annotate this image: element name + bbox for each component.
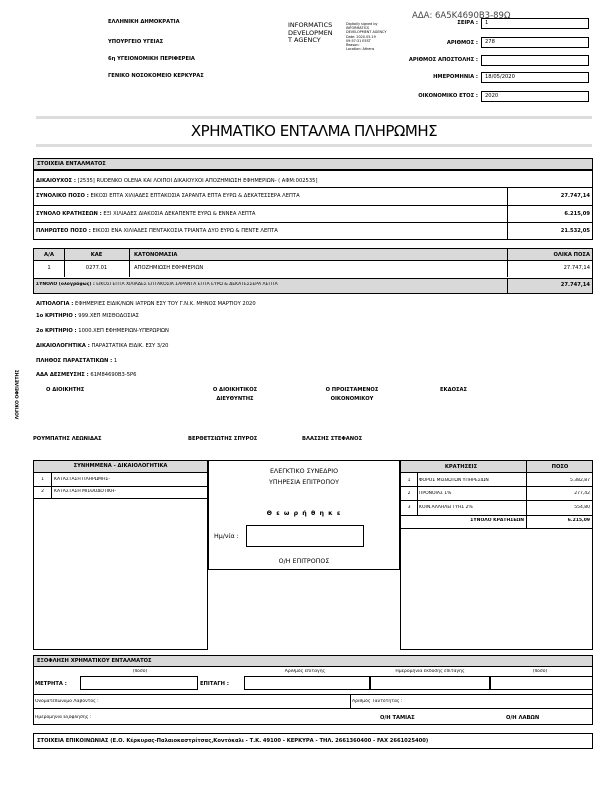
header-line-1: ΕΛΛΗΝΙΚΗ ΔΗΜΟΚΡΑΤΙΑ (108, 19, 180, 25)
total-amount-row (36, 193, 506, 199)
table-row-kae: 0277.01 (85, 265, 108, 271)
dikaiologitika-label: ΔΙΚΑΙΟΛΟΓΗΤΙΚΑ : (36, 343, 90, 349)
attachment-2-text: ΚΑΤΑΣΤΑΣΗ ΜΙΣΘΟΔΟΤΙΚΗ- (54, 489, 116, 494)
deduction-3-name: ΚΟΙΝ.ΑΛΛΗΛΕΓΓΥΗΣ 2% (419, 505, 473, 510)
audit-date-field[interactable] (246, 525, 364, 547)
payoff-check-label: ΕΠΙΤΑΓΗ : (200, 681, 229, 687)
header-line-2: ΥΠΟΥΡΓΕΙΟ ΥΓΕΙΑΣ (108, 39, 164, 45)
divider (400, 528, 593, 529)
fiscal-year-value: 2020 (481, 91, 589, 102)
deductions-total-text: ΕΞΙ ΧΙΛΙΑΔΕΣ ΔΙΑΚΟΣΙΑ ΔΕΚΑΠΕΝΤΕ ΕΥΡΩ & ΕΝΝΕΑ ΛΕΠΤΑ (103, 211, 256, 217)
deduction-2-amount: 277,42 (574, 491, 590, 496)
apostoli-value (481, 55, 589, 66)
plithos-value: 1 (113, 358, 118, 364)
payoff-date-label: Ημερομηνία Εξόφλησης : (35, 715, 92, 720)
dikaiouxos-row (36, 178, 536, 184)
audit-line-2: ΥΠΗΡΕΣΙΑ ΕΠΙΤΡΟΠΟΥ (269, 479, 339, 486)
dikaiouxos-value: [2535] RUDENKO OLENA ΚΑΙ ΛΟΙΠΟΙ ΔΙΚΑΙΟΥΧΟΙ ΑΠΟΖΗΜΙΩΣΗ ΕΦΗΜΕΡΙΩΝ- ( ΑΦΜ:002535] (77, 178, 318, 184)
logo-line-1: INFORMATICS (288, 21, 333, 29)
items-total-row (36, 282, 506, 287)
deductions-total-value: 6.215,09 (564, 211, 590, 217)
agency-logo (288, 22, 333, 45)
divider (51, 473, 52, 498)
plithos-row (36, 358, 576, 364)
col-aa-header: Α/Α (44, 252, 54, 258)
arithmos-value: 278 (481, 37, 589, 48)
divider (33, 222, 593, 223)
section-title: ΣΤΟΙΧΕΙΑ ΕΝΤΑΛΜΑΤΟΣ (33, 158, 593, 170)
col-amount-header: ΟΛΙΚΑ ΠΟΣΑ (553, 252, 590, 258)
divider (129, 249, 130, 277)
payoff-title: ΕΞΟΦΛΗΣΗ ΧΡΗΜΑΤΙΚΟΥ ΕΝΤΑΛΜΑΤΟΣ (34, 656, 592, 667)
date-value: 18/05/2020 (481, 72, 589, 83)
signer-3-role: Ο ΠΡΟΙΣΤΑΜΕΝΟΣ (325, 387, 379, 393)
signer-2-role: Ο ΔΙΟΙΚΗΤΙΚΟΣ (212, 387, 258, 393)
signer-3-name: ΒΛΑΣΣΗΣ ΣΤΕΦΑΝΟΣ (302, 436, 363, 442)
contact-info: ΣΤΟΙΧΕΙΑ ΕΠΙΚΟΙΝΩΝΙΑΣ (Ε.Ο. Κέρκυρας-Παλαιοκαστρίτσας,Κοντόκαλι - Τ.Κ. 49100 - ΚΕΡΚΥΡΑ - ΤΗΛ. 2661360400 - FAX 2661025400) (33, 733, 593, 749)
items-total-value: 27.747,14 (560, 282, 590, 288)
audit-line-1: ΕΛΕΓΚΤΙΚΟ ΣΥΝΕΔΡΙΟ (269, 468, 339, 475)
total-amount-label: ΣΥΝΟΛΙΚΟ ΠΟΣΟ : (36, 193, 89, 199)
table-row-aa: 1 (47, 265, 51, 271)
payoff-check-no-label: Αριθμός επιταγής (284, 669, 326, 674)
divider (33, 486, 208, 487)
table-row-name: ΑΠΟΖΗΜΙΩΣΗ ΕΦΗΜΕΡΙΩΝ (134, 265, 204, 271)
ada-desmefsis-label: ΑΔΑ ΔΕΣΜΕΥΣΗΣ : (36, 372, 89, 378)
total-amount-value: 27.747,14 (560, 193, 590, 199)
digital-signature (346, 22, 386, 51)
aitiologia-value: ΕΦΗΜΕΡΙΕΣ ΕΙΔΙΚ/ΝΩΝ ΙΑΤΡΩΝ ΕΣΥ ΤΟΥ Γ.Ν.Κ. ΜΗΝΟΣ ΜΑΡΤΙΟΥ 2020 (75, 301, 256, 307)
divider (64, 249, 65, 277)
kritirio-1-value: 999.ΧΕΠ ΜΙΣΘΟΔΟΣΙΑΣ (78, 313, 139, 319)
divider (400, 486, 593, 487)
signature-line-2: INFORMATICS (346, 26, 370, 31)
fiscal-year-label: ΟΙΚΟΝΟΜΙΚΟ ΕΤΟΣ : (418, 93, 478, 99)
divider (507, 278, 508, 293)
deduction-2-no: 2 (407, 491, 411, 496)
divider (417, 473, 418, 516)
attachment-1-text: ΚΑΤΑΣΤΑΣΗ ΠΛΗΡΩΜΗΣ- (54, 477, 110, 482)
col-kae-header: ΚΑΕ (90, 252, 103, 258)
deductions-total-label: ΣΥΝΟΛΟ ΚΡΑΤΗΣΕΩΝ : (36, 211, 102, 217)
attachments-title: ΣΥΝΗΜΜΕΝΑ - ΔΙΚΑΙΟΛΟΓΗΤΙΚΑ (34, 461, 207, 473)
payoff-id-label: Αριθμός Ταυτότητας : (352, 699, 403, 704)
logo-line-2: DEVELOPMEN (288, 28, 333, 37)
deductions-header-amount: ΠΟΣΟ (551, 464, 569, 470)
date-label: ΗΜΕΡΟΜΗΝΙΑ : (433, 74, 478, 80)
deductions-total-value: 6.215,09 (567, 518, 590, 523)
deduction-1-name: ΦΟΡΟΣ ΜΙΣΘΩΤΩΝ ΥΠΗΡΕΣΙΩΝ (419, 478, 489, 483)
payoff-amount-2-field[interactable] (490, 676, 593, 690)
header-line-4: ΓΕΝΙΚΟ ΝΟΣΟΚΟΜΕΙΟ ΚΕΡΚΥΡΑΣ (108, 73, 204, 79)
divider (33, 694, 593, 695)
kritirio-1-row (36, 313, 576, 319)
deductions-total-label: ΣΥΝΟΛΟ ΚΡΑΤΗΣΕΩΝ (470, 518, 524, 523)
signature-line-6: Reason: (346, 43, 360, 48)
deduction-2-name: ΠΡΟΝΟΙΑΣ 1% (419, 491, 452, 496)
attachment-2-no: 2 (41, 489, 44, 494)
ada-desmefsis-value: 61Μ84690Β3-5Ρ6 (90, 372, 137, 378)
side-label: ΛΟΓΙΚΟ ΟΦΕΙΛΕΤΗΣ (15, 369, 21, 420)
audit-checked: Θ ε ω ρ ή θ η κ ε (266, 510, 342, 517)
dikaiologitika-value: ΠΑΡΑΣΤΑΤΙΚΑ ΕΙΔΙΚ. ΕΣΥ 3/20 (91, 343, 169, 349)
receiver-label: Ο/Η ΛΑΒΩΝ (506, 715, 540, 721)
signer-2-role-2: ΔΙΕΥΘΥΝΤΗΣ (216, 396, 254, 402)
header-line-3: 6η ΥΓΕΙΟΝΟΜΙΚΗ ΠΕΡΙΦΕΡΕΙΑ (108, 56, 195, 62)
attachment-1-no: 1 (41, 477, 44, 482)
divider (350, 694, 351, 708)
amount-column-divider (507, 187, 508, 240)
deduction-1-no: 1 (407, 478, 411, 483)
payoff-issue-date-label: Ημερομηνία έκδοσης επιταγής (395, 669, 465, 674)
logo-line-3: T AGENCY (288, 36, 321, 44)
total-amount-text: ΕΙΚΟΣΙ ΕΠΤΑ ΧΙΛΙΑΔΕΣ ΕΠΤΑΚΟΣΙΑ ΣΑΡΑΝΤΑ ΕΠΤΑ ΕΥΡΩ & ΔΕΚΑΤΕΣΣΕΡΑ ΛΕΠΤΑ (90, 193, 300, 199)
seira-label: ΣΕΙΡΑ : (457, 20, 478, 26)
dikaiologitika-row (36, 343, 576, 349)
signature-line-3: DEVELOPMENT AGENCY (346, 30, 387, 35)
kritirio-2-value: 1000.ΧΕΠ ΕΦΗΜΕΡΙΩΝ-ΥΠΕΡΩΡΙΩΝ (78, 328, 169, 334)
deduction-1-amount: 5.382,87 (569, 478, 590, 483)
deductions-box (400, 460, 593, 650)
payoff-amount-2-label: (ποσό) (532, 669, 548, 674)
plithos-label: ΠΛΗΘΟΣ ΠΑΡΑΣΤΑΤΙΚΩΝ : (36, 358, 113, 364)
signature-line-1: Digitally signed by (346, 22, 378, 26)
payable-text: ΕΙΚΟΣΙ ΕΝΑ ΧΙΛΙΑΔΕΣ ΠΕΝΤΑΚΟΣΙΑ ΤΡΙΑΝΤΑ ΔΥΟ ΕΥΡΩ & ΠΕΝΤΕ ΛΕΠΤΑ (92, 228, 278, 234)
kritirio-1-label: 1ο ΚΡΙΤΗΡΙΟ : (36, 313, 77, 319)
divider (33, 498, 208, 499)
seira-value: 1 (481, 18, 589, 29)
ada-code: ΑΔΑ: 6Α5Κ4690Β3-89Ω (412, 11, 511, 21)
divider (33, 205, 593, 206)
dikaiouxos-label: ΔΙΚΑΙΟΥΧΟΣ : (36, 178, 76, 184)
divider (400, 515, 593, 516)
payoff-cash-field[interactable] (80, 676, 198, 690)
deduction-3-amount: 554,80 (574, 505, 590, 510)
signature-line-5: 09:57:31 EEST (346, 38, 371, 43)
payoff-check-no-field[interactable] (244, 676, 370, 690)
divider (526, 461, 527, 528)
deductions-total-row (36, 211, 506, 217)
kritirio-2-row (36, 328, 576, 334)
arithmos-label: ΑΡΙΘΜΟΣ : (446, 40, 478, 46)
document-title: ΧΡΗΜΑΤΙΚΟ ΕΝΤΑΛΜΑ ΠΛΗΡΩΜΗΣ (190, 122, 438, 140)
cashier-label: Ο/Η ΤΑΜΙΑΣ (380, 715, 415, 721)
divider (507, 249, 508, 277)
table-row-amount: 27.747,14 (563, 265, 590, 271)
payoff-issue-date-field[interactable] (370, 676, 490, 690)
divider (33, 708, 593, 709)
payable-label: ΠΛΗΡΩΤΕΟ ΠΟΣΟ : (36, 228, 91, 234)
signature-line-4: Date: 2020.05.19 (346, 34, 376, 39)
col-name-header: ΚΑΤΟΝΟΜΑΣΙΑ (134, 252, 178, 258)
deductions-header-name: ΚΡΑΤΗΣΕΙΣ (444, 464, 478, 470)
signer-1-name: ΡΟΥΜΠΑΤΗΣ ΛΕΩΝΙΔΑΣ (33, 436, 102, 442)
deduction-3-no: 3 (407, 505, 411, 510)
items-total-label: ΣΥΝΟΛΟ (ολογράφως) : (36, 282, 95, 287)
divider (400, 500, 593, 501)
audit-date-label: Ημ/νία : (214, 533, 239, 540)
divider (33, 260, 593, 261)
divider (33, 187, 593, 188)
aitiologia-row (36, 301, 576, 307)
payable-row (36, 228, 506, 234)
kritirio-2-label: 2ο ΚΡΙΤΗΡΙΟ : (36, 328, 77, 334)
signer-2-name: ΒΕΡΘΕΤΣΙΩΤΗΣ ΣΠΥΡΟΣ (188, 436, 258, 442)
audit-commissioner: Ο/Η ΕΠΙΤΡΟΠΟΣ (278, 558, 330, 565)
apostoli-label: ΑΡΙΘΜΟΣ ΑΠΟΣΤΟΛΗΣ : (408, 57, 478, 63)
payoff-amount-label: (ποσό) (132, 669, 148, 674)
ada-desmefsis-row (36, 372, 576, 378)
signer-3-role-2: ΟΙΚΟΝΟΜΙΚΟΥ (330, 396, 374, 402)
signature-line-7: Location: Athens (346, 47, 375, 52)
title-rule-bottom (36, 144, 592, 147)
signer-1-role: Ο ΔΙΟΙΚΗΤΗΣ (46, 387, 85, 393)
payoff-cash-label: ΜΕΤΡΗΤΑ : (35, 681, 67, 687)
aitiologia-label: ΑΙΤΙΟΛΟΓΙΑ : (36, 301, 74, 307)
items-total-text: ΕΙΚΟΣΙ ΕΠΤΑ ΧΙΛΙΑΔΕΣ ΕΠΤΑΚΟΣΙΑ ΣΑΡΑΝΤΑ ΕΠΤΑ ΕΥΡΩ & ΔΕΚΑΤΕΣΣΕΡΑ ΛΕΠΤΑ (96, 282, 278, 287)
signer-4-role: ΕΚΔΟΣΑΣ (440, 387, 468, 393)
title-rule-top (36, 116, 592, 119)
payoff-name-label: Ονοματεπώνυμο Λαβόντος : (35, 699, 99, 704)
payable-value: 21.532,05 (560, 228, 590, 234)
